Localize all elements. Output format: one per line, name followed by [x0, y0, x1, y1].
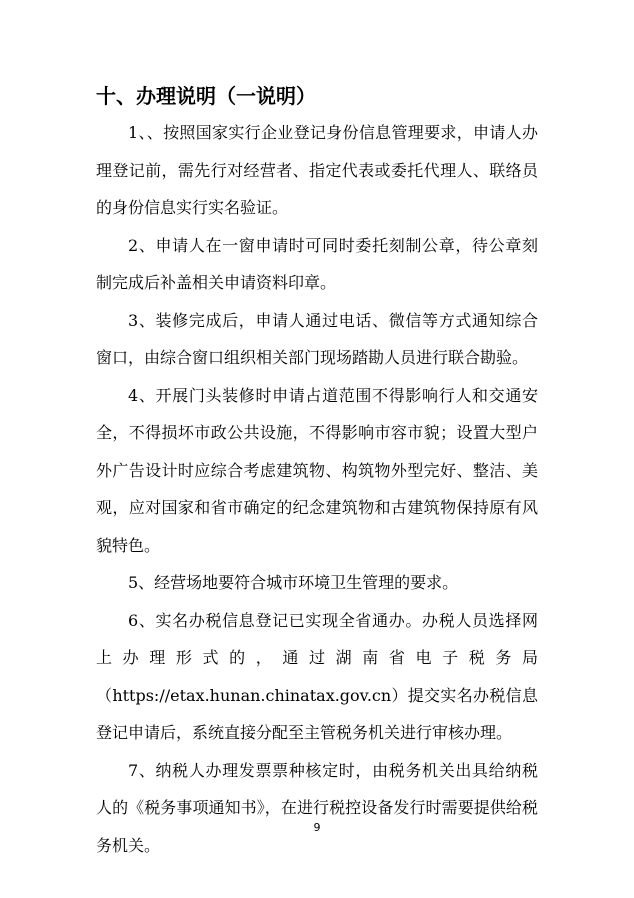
paragraph-1: 1、、按照国家实行企业登记身份信息管理要求，申请人办理登记前，需先行对经营者、指定代表或委托代理人、联络员的身份信息实行实名验证。	[96, 123, 538, 217]
paragraph-6: 6、实名办税信息登记已实现全省通办。办税人员选择网上办理形式的，通过湖南省电子税务局（https://etax.hunan.chinatax.gov.cn）提交实名办税信息登记申请后，系统直接分配至主管税务机关进行审核办理。	[96, 610, 538, 742]
paragraph-2: 2、申请人在一窗申请时可同时委托刻制公章，待公章刻制完成后补盖相关申请资料印章。	[96, 235, 538, 292]
paragraph-3: 3、装修完成后，申请人通过电话、微信等方式通知综合窗口，由综合窗口组织相关部门现场踏勘人员进行联合勘验。	[96, 310, 538, 367]
paragraph-5: 5、经营场地要符合城市环境卫生管理的要求。	[128, 573, 459, 592]
document-body	[96, 114, 538, 864]
page-number: 9	[313, 821, 321, 834]
paragraph-4: 4、开展门头装修时申请占道范围不得影响行人和交通安全，不得损坏市政公共设施，不得影响市容市貌；设置大型户外广告设计时应综合考虑建筑物、构筑物外型完好、整洁、美观，应对国家和省市确定的纪念建筑物和古建筑物保持原有风貌特色。	[96, 385, 538, 555]
section-heading: 十、办理说明（一说明）	[96, 84, 316, 108]
paragraph-7: 7、纳税人办理发票票种核定时，由税务机关出具给纳税人的《税务事项通知书》，在进行税控设备发行时需要提供给税务机关。	[96, 760, 538, 855]
